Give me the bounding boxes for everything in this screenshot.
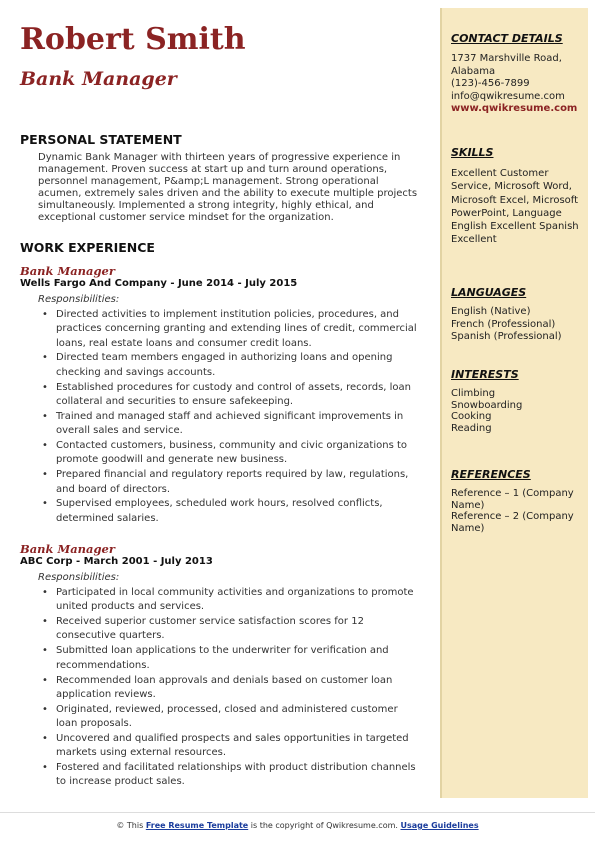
duties-list	[20, 586, 420, 790]
job-role: Bank Manager	[20, 264, 115, 278]
job-role: Bank Manager	[20, 542, 115, 556]
interest-item: Climbing	[451, 388, 496, 399]
duty-item: • Uncovered and qualified prospects and sales opportunities in targeted markets using external resources.	[56, 732, 420, 761]
contact-email[interactable]: info@qwikresume.com	[451, 90, 565, 102]
language-item: Spanish (Professional)	[451, 331, 562, 342]
references-list	[451, 488, 585, 534]
usage-guidelines-link[interactable]: Usage Guidelines	[400, 821, 479, 830]
footer-copyright-text: is the copyright of Qwikresume.com.	[250, 821, 398, 830]
footer-divider	[0, 812, 595, 813]
duty-item: • Recommended loan approvals and denials based on customer loan application reviews.	[56, 674, 420, 703]
contact-block	[451, 53, 585, 116]
duty-item: • Established procedures for custody and control of assets, records, loan collateral and securities to ensure safekeeping.	[56, 381, 420, 410]
skills-text: Excellent Customer Service, Microsoft Word, Microsoft Excel, Microsoft PowerPoint, Language English Excellent Spanish Excellent	[451, 168, 579, 246]
footer	[0, 821, 595, 830]
duty-item: • Directed activities to implement institution policies, procedures, and practices concerning granting and extending lines of credit, commercial loans, real estate loans and consumer credit loans.	[56, 308, 420, 351]
footer-prefix: © This	[116, 821, 144, 830]
duty-item: • Trained and managed staff and achieved significant improvements in overall sales and service.	[56, 410, 420, 439]
free-resume-template-link[interactable]: Free Resume Template	[145, 821, 249, 830]
work-experience-heading: WORK EXPERIENCE	[20, 240, 155, 255]
candidate-title: Bank Manager	[20, 68, 177, 90]
responsibilities-label: Responsibilities:	[38, 294, 120, 305]
duty-item: • Submitted loan applications to the underwriter for verification and recommendations.	[56, 644, 420, 673]
duty-item: • Prepared financial and regulatory reports required by law, regulations, and board of directors.	[56, 468, 420, 497]
job-entry-2	[20, 542, 420, 790]
contact-phone: (123)-456-7899	[451, 78, 530, 89]
personal-statement-heading: PERSONAL STATEMENT	[20, 132, 182, 147]
interest-item: Reading	[451, 422, 492, 434]
duty-item: • Fostered and facilitated relationships with product distribution channels to increase product sales.	[56, 761, 420, 790]
personal-statement-text: Dynamic Bank Manager with thirteen years of progressive experience in management. Proven success at start up and turn around operations, personnel management, P&amp;L management. Strong operational acumen, extremely sales driven and the ability to execute multiple projects simultaneously. Implemented a strong integrity, highly ethical, and exceptional customer service mindset for the organization.	[38, 152, 418, 223]
duty-item: • Supervised employees, scheduled work hours, resolved conflicts, determined salaries.	[56, 497, 420, 526]
contact-address: 1737 Marshville Road, Alabama	[451, 53, 562, 77]
job-company-dates: ABC Corp - March 2001 - July 2013	[20, 556, 213, 567]
language-item: French (Professional)	[451, 318, 556, 330]
contact-website-link[interactable]: www.qwikresume.com	[451, 103, 578, 114]
language-item: English (Native)	[451, 306, 531, 317]
duty-item: • Originated, reviewed, processed, closed and administered customer loan proposals.	[56, 703, 420, 732]
reference-item: Reference – 2 (Company Name)	[451, 511, 574, 534]
responsibilities-label: Responsibilities:	[38, 572, 120, 583]
interest-item: Snowboarding	[451, 399, 523, 411]
candidate-name: Robert Smith	[20, 22, 246, 57]
duty-item: • Directed team members engaged in authorizing loans and opening checking and savings accounts.	[56, 351, 420, 380]
duties-list	[20, 308, 420, 526]
duty-item: • Participated in local community activities and organizations to promote united products and services.	[56, 586, 420, 615]
interest-item: Cooking	[451, 411, 492, 422]
skills-heading: SKILLS	[451, 146, 494, 159]
interests-heading: INTERESTS	[451, 368, 519, 381]
languages-heading: LANGUAGES	[451, 286, 527, 299]
job-entry-1	[20, 264, 420, 527]
duty-item: • Received superior customer service satisfaction scores for 12 consecutive quarters.	[56, 615, 420, 644]
references-heading: REFERENCES	[451, 468, 531, 481]
job-company-dates: Wells Fargo And Company - June 2014 - July 2015	[20, 278, 298, 289]
contact-heading: CONTACT DETAILS	[451, 32, 563, 45]
languages-list	[451, 306, 585, 344]
interests-list	[451, 388, 585, 434]
duty-item: • Contacted customers, business, community and civic organizations to promote goodwill and generate new business.	[56, 439, 420, 468]
reference-item: Reference – 1 (Company Name)	[451, 488, 574, 511]
sidebar	[440, 8, 588, 798]
